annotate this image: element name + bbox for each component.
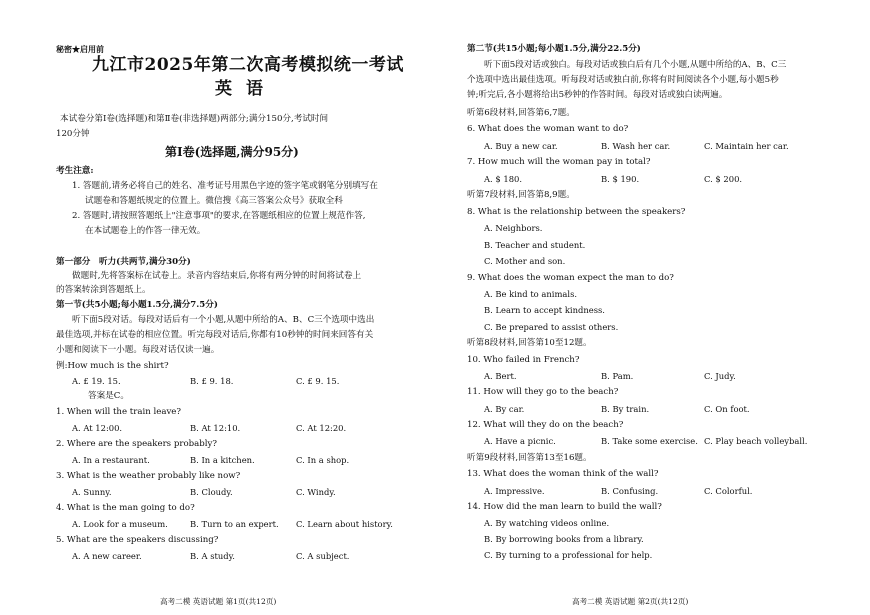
q13-option-c: C. Colorful.: [704, 486, 753, 496]
example-option-b: B. £ 9. 18.: [190, 376, 234, 386]
subject-title: 英语: [215, 79, 277, 99]
notice-line-3: 2. 答题时,请按照答题纸上"注意事项"的要求,在答题纸相应的位置上规范作答,: [72, 211, 366, 221]
material-7-note: 听第7段材料,回答第8,9题。: [467, 190, 575, 200]
intro-line-1: 本试卷分第Ⅰ卷(选择题)和第Ⅱ卷(非选择题)两部分;满分150分,考试时间: [60, 114, 329, 124]
q4-option-a: A. Look for a museum.: [72, 519, 168, 529]
q2-option-b: B. In a kitchen.: [190, 455, 255, 465]
section-2-instruction-3: 钟;听完后,各小题将给出5秒钟的作答时间。每段对话或独白读两遍。: [467, 90, 728, 100]
material-8-note: 听第8段材料,回答第10至12题。: [467, 338, 592, 348]
q3-option-a: A. Sunny.: [72, 487, 112, 497]
question-5: 5. What are the speakers discussing?: [56, 535, 219, 545]
section-1-instruction-3: 小题和阅读下一小题。每段对话仅读一遍。: [56, 345, 220, 355]
section-1-heading: 第一节(共5小题;每小题1.5分,满分7.5分): [56, 300, 218, 310]
q1-option-b: B. At 12:10.: [190, 423, 241, 433]
section-2-instruction-2: 个选项中选出最佳选项。听每段对话或独白前,你将有时间阅读各个小题,每小题5秒: [467, 75, 779, 85]
q14-option-b: B. By borrowing books from a library.: [484, 534, 644, 544]
q3-option-c: C. Windy.: [296, 487, 336, 497]
q9-option-c: C. Be prepared to assist others.: [484, 322, 619, 332]
notice-title: 考生注意:: [56, 166, 94, 176]
q1-option-c: C. At 12:20.: [296, 423, 347, 433]
q6-option-b: B. Wash her car.: [601, 141, 671, 151]
section-2-heading: 第二节(共15小题;每小题1.5分,满分22.5分): [467, 44, 641, 54]
q7-option-a: A. $ 180.: [484, 174, 523, 184]
q4-option-c: C. Learn about history.: [296, 519, 393, 529]
q10-option-a: A. Bert.: [484, 371, 517, 381]
question-6: 6. What does the woman want to do?: [467, 124, 629, 134]
q9-option-b: B. Learn to accept kindness.: [484, 305, 605, 315]
section-1-instruction-2: 最佳选项,并标在试卷的相应位置。听完每段对话后,你都有10秒钟的时间来回答有关: [56, 330, 374, 340]
q13-option-a: A. Impressive.: [484, 486, 545, 496]
q11-option-c: C. On foot.: [704, 404, 750, 414]
question-10: 10. Who failed in French?: [467, 355, 580, 365]
part-1-heading: 第一部分 听力(共两节,满分30分): [56, 257, 191, 267]
confidential-mark: 秘密★启用前: [56, 44, 104, 54]
section-2-instruction-1: 听下面5段对话或独白。每段对话或独白后有几个小题,从题中所给的A、B、C三: [484, 60, 787, 70]
q12-option-c: C. Play beach volleyball.: [704, 436, 808, 446]
question-8: 8. What is the relationship between the speakers?: [467, 207, 686, 217]
question-13: 13. What does the woman think of the wall?: [467, 469, 659, 479]
q12-option-a: A. Have a picnic.: [484, 436, 556, 446]
q5-option-c: C. A subject.: [296, 551, 350, 561]
q8-option-a: A. Neighbors.: [484, 223, 543, 233]
q3-option-b: B. Cloudy.: [190, 487, 233, 497]
notice-line-4: 在本试题卷上的作答一律无效。: [85, 226, 206, 236]
q5-option-b: B. A study.: [190, 551, 235, 561]
material-6-note: 听第6段材料,回答第6,7题。: [467, 108, 575, 118]
q10-option-c: C. Judy.: [704, 371, 736, 381]
example-option-c: C. £ 9. 15.: [296, 376, 340, 386]
q9-option-a: A. Be kind to animals.: [484, 289, 578, 299]
left-footer: 高考二模 英语试题 第1页(共12页): [160, 597, 277, 606]
q14-option-c: C. By turning to a professional for help.: [484, 550, 653, 560]
q5-option-a: A. A new career.: [72, 551, 142, 561]
question-1: 1. When will the train leave?: [56, 407, 181, 417]
exam-title: 九江市2025年第二次高考模拟统一考试: [92, 55, 404, 75]
q8-option-c: C. Mother and son.: [484, 256, 566, 266]
right-footer: 高考二模 英语试题 第2页(共12页): [572, 597, 689, 606]
example-question: 例:How much is the shirt?: [56, 361, 169, 371]
q11-option-a: A. By car.: [484, 404, 525, 414]
volume-1-heading: 第Ⅰ卷(选择题,满分95分): [165, 145, 299, 159]
part-1-note-2: 的答案转涂到答题纸上。: [56, 285, 151, 295]
q2-option-a: A. In a restaurant.: [72, 455, 150, 465]
q6-option-a: A. Buy a new car.: [484, 141, 558, 151]
question-7: 7. How much will the woman pay in total?: [467, 157, 651, 167]
section-1-instruction-1: 听下面5段对话。每段对话后有一个小题,从题中所给的A、B、C三个选项中选出: [72, 315, 375, 325]
notice-line-1: 1. 答题前,请务必将自己的姓名、准考证号用黑色字迹的签字笔或钢笔分别填写在: [72, 181, 378, 191]
question-12: 12. What will they do on the beach?: [467, 420, 624, 430]
q6-option-c: C. Maintain her car.: [704, 141, 789, 151]
question-9: 9. What does the woman expect the man to do?: [467, 273, 674, 283]
notice-line-2: 试题卷和答题纸规定的位置上。微信搜《高三答案公众号》获取全科: [85, 196, 343, 206]
q13-option-b: B. Confusing.: [601, 486, 659, 496]
part-1-note-1: 做题时,先将答案标在试卷上。录音内容结束后,你将有两分钟的时间将试卷上: [72, 271, 362, 281]
q7-option-c: C. $ 200.: [704, 174, 743, 184]
q10-option-b: B. Pam.: [601, 371, 634, 381]
example-option-a: A. £ 19. 15.: [72, 376, 121, 386]
question-14: 14. How did the man learn to build the wall?: [467, 502, 662, 512]
q8-option-b: B. Teacher and student.: [484, 240, 586, 250]
example-answer: 答案是C。: [88, 391, 129, 401]
q14-option-a: A. By watching videos online.: [484, 518, 610, 528]
material-9-note: 听第9段材料,回答第13至16题。: [467, 453, 592, 463]
q4-option-b: B. Turn to an expert.: [190, 519, 279, 529]
q11-option-b: B. By train.: [601, 404, 650, 414]
question-11: 11. How will they go to the beach?: [467, 387, 619, 397]
question-3: 3. What is the weather probably like now?: [56, 471, 241, 481]
question-4: 4. What is the man going to do?: [56, 503, 195, 513]
intro-line-2: 120分钟: [56, 129, 90, 139]
q1-option-a: A. At 12:00.: [72, 423, 123, 433]
question-2: 2. Where are the speakers probably?: [56, 439, 217, 449]
q12-option-b: B. Take some exercise.: [601, 436, 698, 446]
q2-option-c: C. In a shop.: [296, 455, 350, 465]
q7-option-b: B. $ 190.: [601, 174, 640, 184]
